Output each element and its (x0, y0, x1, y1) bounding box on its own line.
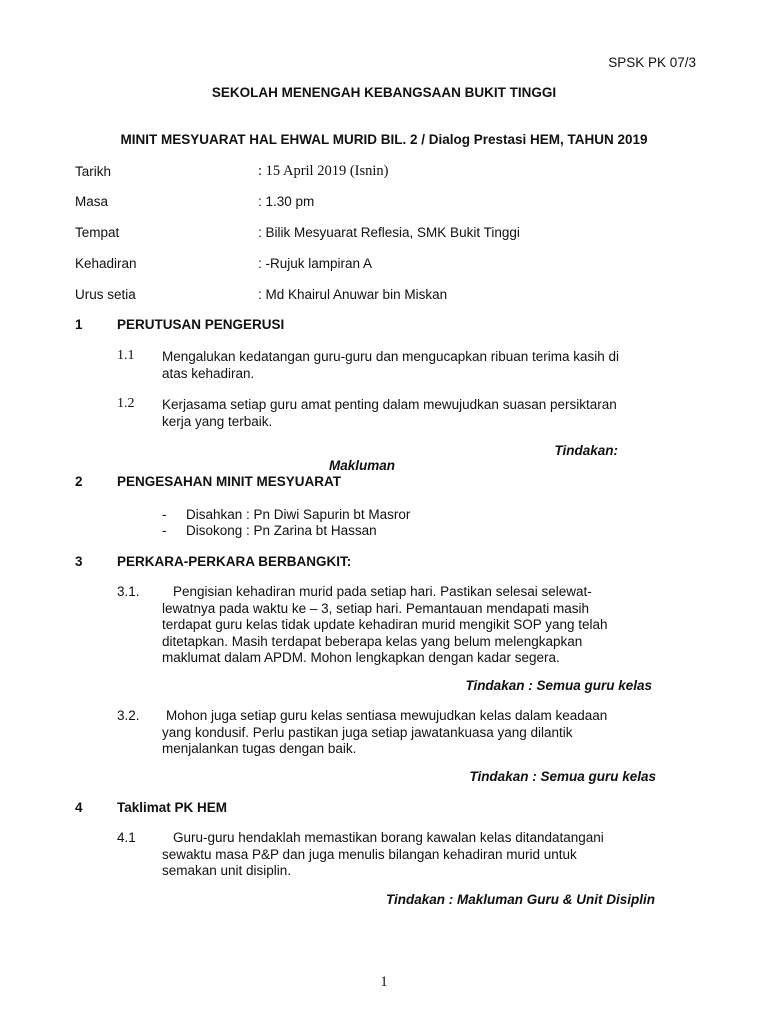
item-number: 3.2. (117, 708, 140, 723)
section-title: PENGESAHAN MINIT MESYUARAT (117, 474, 342, 489)
item-text: Pengisian kehadiran murid pada setiap hari. Pastikan selesai selewat- lewatnya pada waktu ke – 3, setiap hari. Pemantauan mendapati masih terdapat guru kelas tidak update kehadiran murid mengikit SOP yang telah ditetapkan. Masih terdapat beberapa kelas yang belum melengkapkan maklumat dalam APDM. Mohon lengkapkan dengan kadar segera. (162, 584, 608, 665)
item-text: Mengalukan kedatangan guru-guru dan mengucapkan ribuan terima kasih di atas kehadiran. (162, 349, 620, 381)
bullet-text: Disokong : Pn Zarina bt Hassan (186, 523, 377, 538)
meta-value-masa: : 1.30 pm (258, 194, 315, 209)
item-number: 3.1. (117, 584, 140, 599)
meta-value-tarikh: : 15 April 2019 (Isnin) (258, 163, 389, 179)
bullet-dash: - (162, 523, 167, 538)
action-value: Makluman (329, 458, 396, 473)
action-text: Tindakan : Semua guru kelas (469, 769, 656, 784)
meta-label-urus-setia: Urus setia (75, 287, 136, 302)
section-number: 3 (75, 554, 83, 569)
meta-label-tempat: Tempat (75, 225, 120, 240)
section-title: Taklimat PK HEM (117, 800, 228, 815)
school-name: SEKOLAH MENENGAH KEBANGSAAN BUKIT TINGGI (211, 85, 557, 100)
bullet-dash: - (162, 507, 167, 522)
meta-value-tempat: : Bilik Mesyuarat Reflesia, SMK Bukit Tinggi (258, 225, 520, 240)
minutes-title: MINIT MESYUARAT HAL EHWAL MURID BIL. 2 / Dialog Prestasi HEM, TAHUN 2019 (120, 132, 648, 147)
meta-value-kehadiran: : -Rujuk lampiran A (258, 256, 373, 271)
meta-label-kehadiran: Kehadiran (75, 256, 137, 271)
action-text: Tindakan : Makluman Guru & Unit Disiplin (385, 892, 655, 907)
item-text: Mohon juga setiap guru kelas sentiasa mewujudkan kelas dalam keadaan yang kondusif. Perlu pastikan juga setiap jawatankuasa yang dilantik menjalankan tugas dengan baik. (162, 708, 608, 756)
item-number: 4.1 (117, 830, 136, 845)
item-text: Kerjasama setiap guru amat penting dalam mewujudkan suasan persiktaran kerja yang terbaik. (162, 397, 617, 429)
section-number: 4 (75, 800, 83, 815)
action-text: Tindakan : Semua guru kelas (465, 678, 652, 693)
page-number: 1 (380, 974, 388, 990)
item-number: 1.1 (117, 348, 135, 363)
section-title: PERUTUSAN PENGERUSI (117, 317, 285, 332)
section-title: PERKARA-PERKARA BERBANGKIT: (117, 554, 352, 569)
item-text: Guru-guru hendaklah memastikan borang kawalan kelas ditandatangani sewaktu masa P&P dan juga menulis bilangan kehadiran murid untuk semakan unit disiplin. (162, 830, 604, 878)
bullet-text: Disahkan : Pn Diwi Sapurin bt Masror (186, 507, 411, 522)
section-number: 1 (75, 317, 83, 332)
section-number: 2 (75, 474, 83, 489)
action-label: Tindakan: (554, 443, 618, 458)
meta-value-urus-setia: : Md Khairul Anuwar bin Miskan (258, 287, 448, 302)
meta-label-tarikh: Tarikh (75, 164, 112, 179)
meta-label-masa: Masa (75, 194, 109, 209)
item-number: 1.2 (117, 396, 135, 411)
document-code: SPSK PK 07/3 (608, 55, 696, 70)
